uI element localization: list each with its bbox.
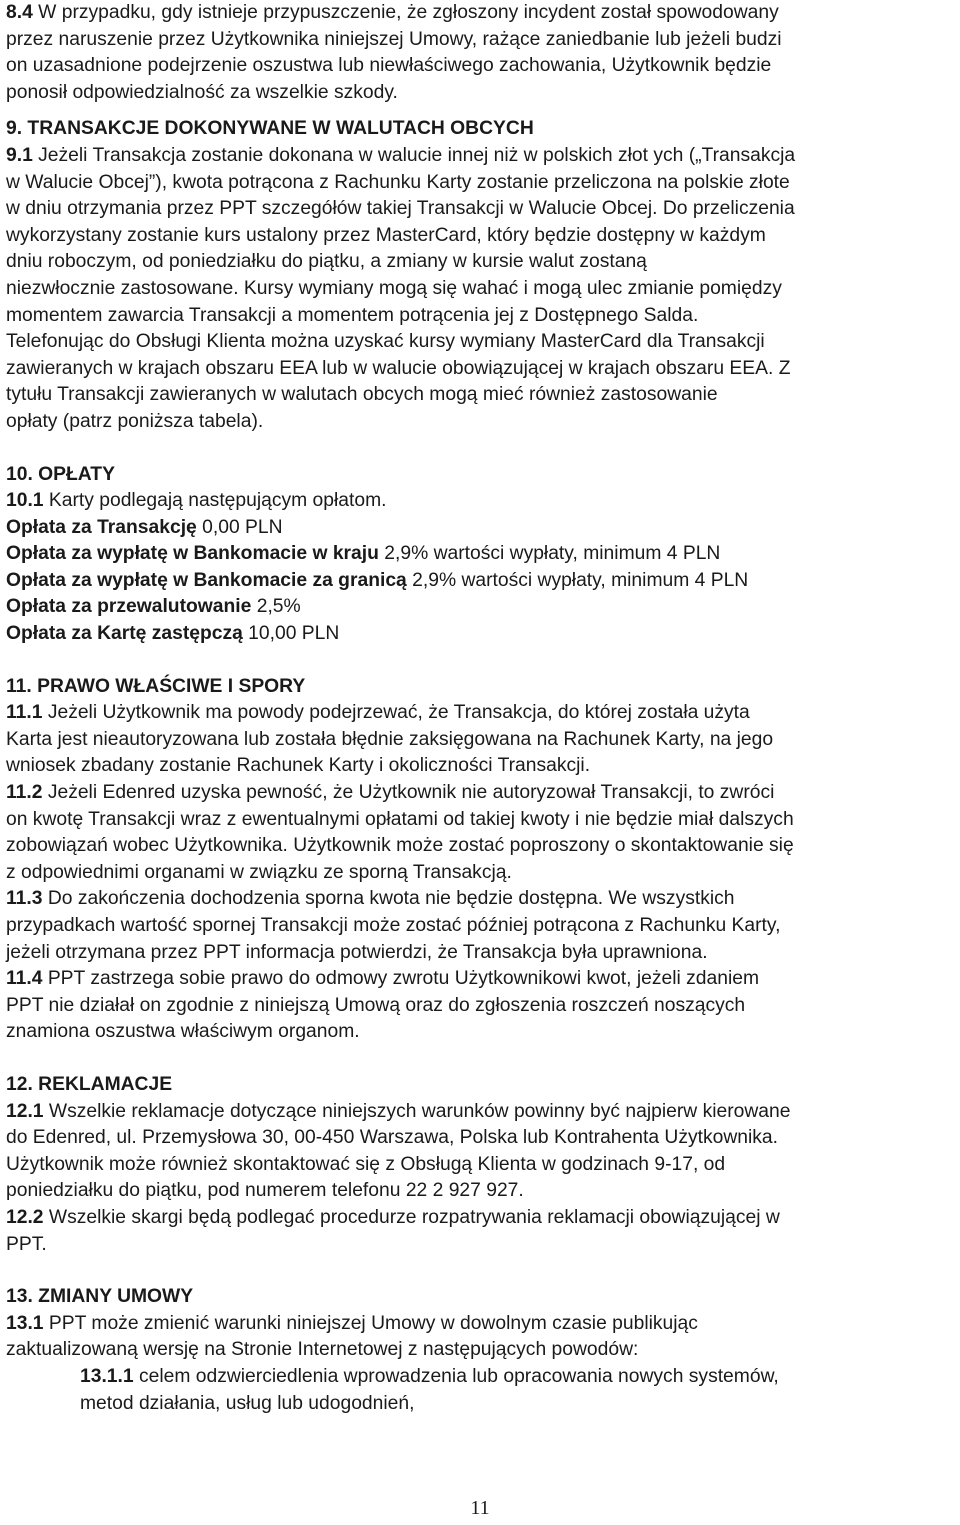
paragraph-line: przypadkach wartość spornej Transakcji może zostać później potrącona z Rachunku Karty, [6,915,781,936]
paragraph-line: znamiona oszustwa właściwym organom. [6,1021,360,1043]
paragraph-line: poniedziałku do piątku, pod numerem telefonu 22 2 927 927. [6,1180,524,1202]
paragraph-line: PPT nie działał on zgodnie z niniejszą Umową oraz do zgłoszenia roszczeń noszących [6,994,746,1016]
paragraph-line: w dniu otrzymania przez PPT szczegółów takiej Transakcji w Walucie Obcej. Do przeliczenia [6,198,795,220]
paragraph-text: Jeżeli Użytkownik ma powody podejrzewać, że Transakcja, do której została użyta [42,702,750,724]
paragraph-number: 12.1 [6,1100,44,1122]
paragraph-line: zaktualizowaną wersję na Stronie Internetowej z następujących powodów: [6,1339,639,1361]
paragraph-line: on kwotę Transakcji wraz z ewentualnymi opłatami od takiej kwoty i nie będzie miał dalszych [6,808,794,830]
fee-row [6,621,954,648]
section-10 [6,462,954,648]
paragraph-line: dniu roboczym, od poniedziałku do piątku, a zmiany w kursie walut zostaną [6,251,647,273]
paragraph-text: Wszelkie reklamacje dotyczące niniejszych warunków powinny być najpierw kierowane [43,1100,791,1122]
fee-label: Opłata za wypłatę w Bankomacie za granicą [6,569,407,591]
paragraph-number: 9.1 [6,144,33,166]
fee-row [6,541,954,568]
fee-value: 2,9% wartości wypłaty, minimum 4 PLN [378,543,721,565]
paragraph-line: opłaty (patrz poniższa tabela). [6,410,264,432]
fee-value: 0,00 PLN [196,516,283,538]
paragraph-text: Wszelkie skargi będą podlegać procedurze rozpatrywania reklamacji obowiązującej w [43,1206,780,1228]
paragraph-number: 13.1 [6,1312,44,1334]
paragraph-line: Telefonując do Obsługi Klienta można uzyskać kursy wymiany MasterCard dla Transakcji [6,331,765,353]
fee-value: 10,00 PLN [242,623,340,645]
fee-value: 2,5% [251,596,301,618]
fee-label: Opłata za Transakcję [6,516,197,538]
paragraph-line: momentem zawarcia Transakcji a momentem potrącenia jej z Dostępnego Salda. [6,304,699,326]
fee-row [6,515,954,542]
paragraph-line: zobowiązań wobec Użytkownika. Użytkownik może zostać poproszony o skontaktowanie się [6,835,794,857]
fee-value: 2,9% wartości wypłaty, minimum 4 PLN [406,569,749,591]
section-heading: 11. PRAWO WŁAŚCIWE I SPORY [6,675,306,697]
paragraph-number: 12.2 [6,1206,44,1228]
document-page [6,0,954,1417]
paragraph-number: 10.1 [6,490,44,512]
paragraph-line: przez naruszenie przez Użytkownika niniejszej Umowy, rażące zaniedbanie lub jeżeli budzi [6,28,782,50]
paragraph-line: PPT. [6,1233,47,1255]
paragraph-text: Jeżeli Edenred uzyska pewność, że Użytkownik nie autoryzował Transakcji, to zwróci [42,782,775,804]
paragraph-line: ponosił odpowiedzialność za wszelkie szkody. [6,81,398,103]
section-heading: 10. OPŁATY [6,463,115,485]
paragraph-line: niezwłocznie zastosowane. Kursy wymiany mogą się wahać i mogą ulec zmianie pomiędzy [6,277,782,299]
section-12 [6,1072,954,1258]
paragraph-number: 13.1.1 [80,1365,134,1387]
paragraph-line: metod działania, usług lub udogodnień, [80,1392,415,1414]
paragraph-line: wykorzystany zostanie kurs ustalony przez MasterCard, który będzie dostępny w każdym [6,224,766,246]
paragraph-number: 11.1 [6,702,43,724]
fee-label: Opłata za wypłatę w Bankomacie w kraju [6,543,379,565]
fee-label: Opłata za przewalutowanie [6,596,252,618]
paragraph-text: W przypadku, gdy istnieje przypuszczenie, że zgłoszony incydent został spowodowany [32,2,779,23]
section-9 [6,116,954,435]
section-heading: 12. REKLAMACJE [6,1073,173,1095]
paragraph-line: z odpowiednimi organami w związku ze sporną Transakcją. [6,861,512,883]
paragraph-text: Karty podlegają następującym opłatom. [43,490,387,512]
paragraph-line: wniosek zbadany zostanie Rachunek Karty i okoliczności Transakcji. [6,755,591,777]
paragraph-line: w Walucie Obcej”), kwota potrącona z Rachunku Karty zostanie przeliczona na polskie złote [6,171,790,193]
paragraph-number: 11.4 [6,968,43,990]
paragraph-line: Karta jest nieautoryzowana lub została błędnie zaksięgowana na Rachunek Karty, na jego [6,728,774,750]
paragraph-text: PPT zastrzega sobie prawo do odmowy zwrotu Użytkownikowi kwot, jeżeli zdaniem [42,968,760,990]
paragraph-line: Użytkownik może również skontaktować się z Obsługą Klienta w godzinach 9-17, od [6,1153,726,1175]
section-heading: 9. TRANSAKCJE DOKONYWANE W WALUTACH OBCYCH [6,118,534,140]
paragraph-text: Do zakończenia dochodzenia sporna kwota nie będzie dostępna. We wszystkich [42,888,735,910]
paragraph-line: do Edenred, ul. Przemysłowa 30, 00-450 Warszawa, Polska lub Kontrahenta Użytkownika. [6,1127,778,1149]
paragraph-line: on uzasadnione podejrzenie oszustwa lub niewłaściwego zachowania, Użytkownik będzie [6,55,772,77]
fee-label: Opłata za Kartę zastępczą [6,623,243,645]
paragraph-line: zawieranych w krajach obszaru EEA lub w walucie obowiązującej w krajach obszaru EEA. Z [6,357,791,379]
paragraph-8-4 [6,0,954,106]
section-11 [6,674,954,1046]
paragraph-line: jeżeli otrzymana przez PPT informacja potwierdzi, że Transakcja była uprawniona. [6,941,708,963]
section-heading: 13. ZMIANY UMOWY [6,1286,194,1308]
paragraph-text: PPT może zmienić warunki niniejszej Umowy w dowolnym czasie publikując [43,1312,698,1334]
paragraph-text: celem odzwierciedlenia wprowadzenia lub opracowania nowych systemów, [133,1365,779,1387]
page-number: 11 [470,1497,490,1519]
paragraph-number: 8.4 [6,2,33,23]
fee-row [6,594,954,621]
paragraph-line: tytułu Transakcji zawieranych w walutach obcych mogą mieć również zastosowanie [6,384,718,406]
paragraph-number: 11.3 [6,888,43,910]
paragraph-number: 11.2 [6,782,43,804]
paragraph-text: Jeżeli Transakcja zostanie dokonana w walucie innej niż w polskich złot ych („Transakcja [32,144,796,166]
section-13 [6,1284,954,1417]
fee-row [6,568,954,595]
